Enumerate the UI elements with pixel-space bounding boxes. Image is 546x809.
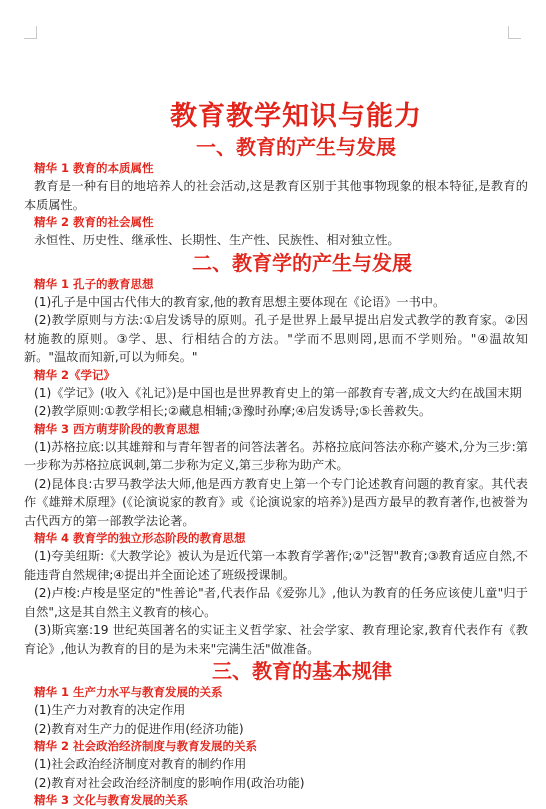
crop-mark-top-right [508,26,521,39]
paragraph: (2)卢梭:卢梭是坚定的"性善论"者,代表作品《爱弥儿》,他认为教育的任务应该使儿童"归于自然",这是其自然主义教育的核心。 [24,586,528,619]
paragraph: (3)斯宾塞:19 世纪英国著名的实证主义哲学家、社会学家、教育理论家,教育代表作有《教育论》,他认为教育的目的是为未来"完满生活"做准备。 [24,623,528,656]
item-title: 精华 1 生产力水平与教育发展的关系 [34,685,223,699]
item-title: 精华 2 社会政治经济制度与教育发展的关系 [34,739,258,753]
section-heading: 二、教育学的产生与发展 [192,250,412,275]
list-line: (2)教育对社会政治经济制度的影响作用(政治功能) [34,775,305,790]
section-heading: 一、教育的产生与发展 [196,135,396,159]
paragraph: 永恒性、历史性、继承性、长期性、生产性、民族性、相对独立性。 [34,233,400,247]
item-title: 精华 2 教育的社会属性 [34,215,154,229]
item-title: 精华 3 文化与教育发展的关系 [34,793,189,807]
item-title: 精华 4 教育学的独立形态阶段的教育思想 [34,531,246,545]
paragraph: (1)苏格拉底:以其雄辩和与青年智者的问答法著名。苏格拉底问答法亦称产婆术,分为三步:第一步称为苏格拉底讽刺,第二步称为定义,第三步称为助产术。 [24,439,528,472]
paragraph: (2)教学原则与方法:①启发诱导的原则。孔子是世界上最早提出启发式教学的教育家。②因材施教的原则。③学、思、行相结合的方法。"学而不思则罔,思而不学则殆。"④温故知新。"温故而知新,可以为师矣。" [24,313,528,364]
item-title: 精华 3 西方萌芽阶段的教育思想 [34,421,200,436]
item-title: 精华 1 孔子的教育思想 [34,276,154,291]
list-line: (1)社会政治经济制度对教育的制约作用 [34,757,247,771]
paragraph: (1)夸美纽斯:《大教学论》被认为是近代第一本教育学著作;②"泛智"教育;③教育适应自然,不能违背自然规律;④提出并全面论述了班级授课制。 [24,549,528,582]
list-line: (1)生产力对教育的决定作用 [34,703,186,717]
paragraph: (2)昆体良:古罗马教学法大师,他是西方教育史上第一个专门论述教育问题的教育家。其代表作《雄辩术原理》(《论演说家的教育》或《论演说家的培养》)是西方最早的教育著作,也被誉为古代西方的第一部教学法论著。 [24,476,528,528]
item-title: 精华 1 教育的本质属性 [34,161,154,175]
paragraph: (1)孔子是中国古代伟大的教育家,他的教育思想主要体现在《论语》一书中。 [34,294,446,309]
paragraph: (2)教学原则:①教学相长;②藏息相辅;③豫时孙摩;④启发诱导;⑤长善救失。 [34,404,432,418]
crop-mark-top-left [24,26,37,39]
paragraph: 教育是一种有目的地培养人的社会活动,这是教育区别于其他事物现象的根本特征,是教育的本质属性。 [24,179,528,212]
section-heading: 三、教育的基本规律 [212,659,392,683]
list-line: (2)教育对生产力的促进作用(经济功能) [34,721,244,736]
document-page [24,100,528,809]
document-title: 教育教学知识与能力 [170,101,422,132]
paragraph: (1)《学记》(收入《礼记》)是中国也是世界教育史上的第一部教育专著,成文大约在战国末期 [34,385,522,400]
item-title: 精华 2《学记》 [34,367,116,382]
